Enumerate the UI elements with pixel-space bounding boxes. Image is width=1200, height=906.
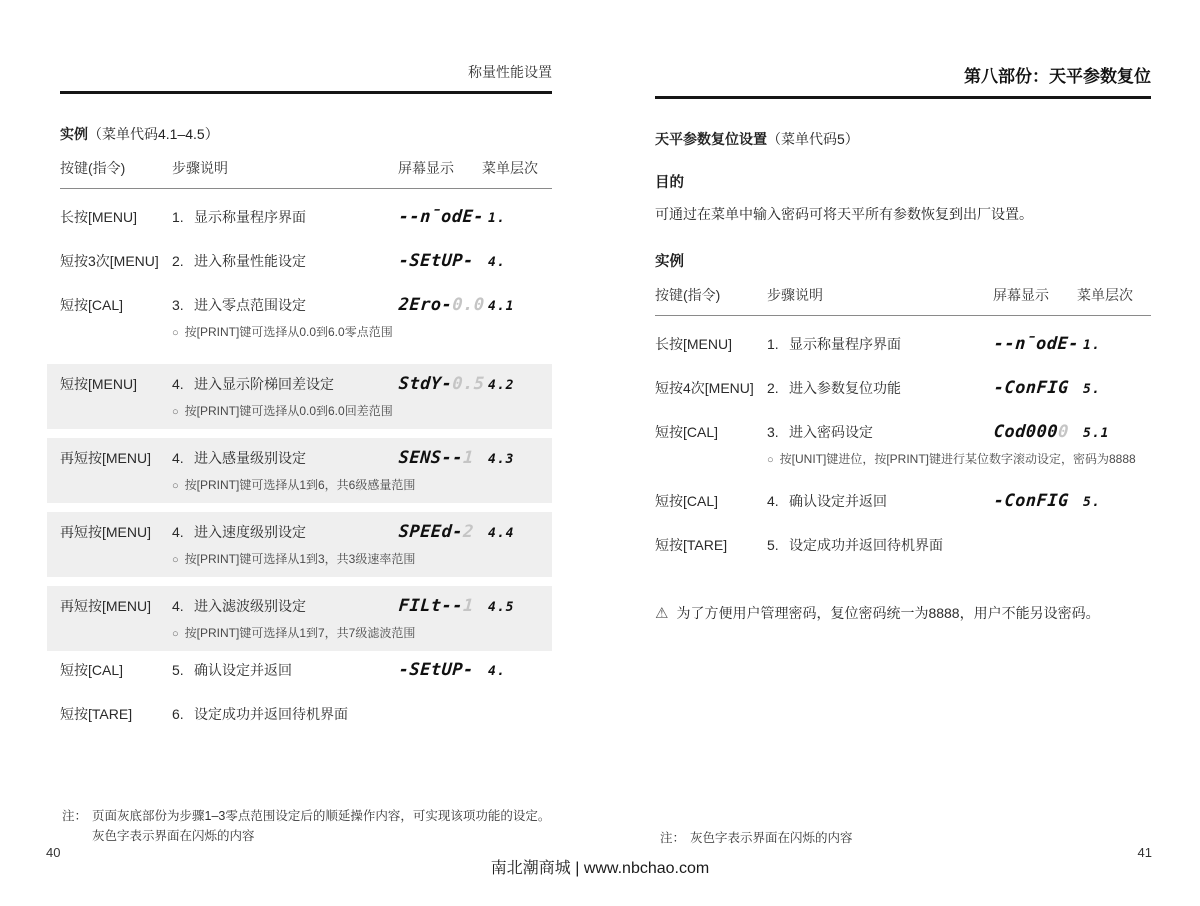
key-command: 短按[CAL] bbox=[60, 297, 124, 313]
table-row bbox=[60, 251, 552, 271]
right-table-body bbox=[655, 334, 1151, 555]
lcd-text: -ConFIG bbox=[993, 378, 1070, 398]
watermark-footer: 南北潮商城 | www.nbchao.com bbox=[490, 860, 710, 877]
table-row bbox=[47, 438, 552, 503]
key-command: 再短按[MENU] bbox=[60, 598, 151, 614]
row-note-text: 按[UNIT]键进位，按[PRINT]键进行某位数字滚动设定，密码为8888 bbox=[779, 452, 1136, 466]
key-command: 长按[MENU] bbox=[655, 336, 732, 352]
lcd-display bbox=[398, 207, 483, 227]
circle-marker-icon: ○ bbox=[172, 327, 179, 339]
step-number: 3. bbox=[767, 424, 779, 440]
step-number: 6. bbox=[172, 706, 184, 722]
step-cell bbox=[172, 295, 398, 315]
step-number: 2. bbox=[172, 253, 184, 269]
lcd-display bbox=[993, 491, 1078, 511]
step-description: 进入感量级别设定 bbox=[194, 450, 306, 466]
key-command: 短按[MENU] bbox=[60, 376, 137, 392]
step-cell bbox=[172, 207, 398, 227]
menu-level: 4.5 bbox=[488, 600, 515, 615]
right-page-title: 第八部份：天平参数复位 bbox=[964, 67, 1151, 86]
step-description: 确认设定并返回 bbox=[789, 493, 887, 509]
table-row bbox=[655, 378, 1151, 398]
row-note-text: 按[PRINT]键可选择从1到3，共3级速率范围 bbox=[184, 552, 416, 566]
menu-level: 4.2 bbox=[488, 378, 515, 393]
password-warning bbox=[655, 603, 1151, 623]
key-command: 再短按[MENU] bbox=[60, 450, 151, 466]
right-section-heading bbox=[655, 129, 1151, 149]
step-cell bbox=[767, 334, 993, 354]
row-note bbox=[172, 402, 548, 419]
row-note bbox=[172, 323, 552, 340]
step-cell bbox=[767, 491, 993, 511]
footnote-line: 页面灰底部份为步骤1–3零点范围设定后的顺延操作内容，可实现该项功能的设定。 bbox=[92, 809, 551, 823]
step-number: 3. bbox=[172, 297, 184, 313]
column-step: 步骤说明 bbox=[172, 160, 228, 176]
table-row bbox=[655, 334, 1151, 354]
table-row bbox=[60, 207, 552, 227]
footnote-line: 灰色字表示界面在闪烁的内容 bbox=[92, 829, 255, 843]
purpose-text: 可通过在菜单中输入密码可将天平所有参数恢复到出厂设置。 bbox=[655, 206, 1033, 222]
step-cell bbox=[172, 448, 398, 468]
step-description: 显示称量程序界面 bbox=[789, 336, 901, 352]
lcd-text: 2Ero- bbox=[398, 295, 454, 315]
section-label: 天平参数复位设置 bbox=[655, 131, 767, 147]
lcd-flash-text: 0.5 bbox=[451, 374, 486, 394]
step-description: 进入速度级别设定 bbox=[194, 524, 306, 540]
row-note bbox=[767, 450, 1151, 467]
row-note bbox=[172, 476, 548, 493]
key-command: 再短按[MENU] bbox=[60, 524, 151, 540]
table-row bbox=[47, 364, 552, 429]
right-footnote bbox=[660, 828, 1160, 848]
step-description: 显示称量程序界面 bbox=[194, 209, 306, 225]
column-level: 菜单层次 bbox=[482, 160, 538, 176]
step-cell bbox=[767, 422, 993, 442]
table-row bbox=[47, 512, 552, 577]
column-level: 菜单层次 bbox=[1077, 287, 1133, 303]
footnote-line: 灰色字表示界面在闪烁的内容 bbox=[690, 831, 853, 845]
lcd-display bbox=[398, 596, 483, 616]
lcd-text: FILt-- bbox=[398, 596, 464, 616]
right-table-header bbox=[655, 285, 1151, 316]
lcd-text: Cod000 bbox=[993, 422, 1059, 442]
step-description: 进入显示阶梯回差设定 bbox=[194, 376, 334, 392]
right-example-label: 实例 bbox=[655, 254, 684, 270]
circle-marker-icon: ○ bbox=[767, 454, 774, 466]
key-command: 长按[MENU] bbox=[60, 209, 137, 225]
step-number: 5. bbox=[172, 662, 184, 678]
lcd-text: StdY- bbox=[398, 374, 454, 394]
menu-level: 4. bbox=[488, 664, 506, 679]
key-command: 短按3次[MENU] bbox=[60, 253, 159, 269]
row-note-text: 按[PRINT]键可选择从1到6，共6级感量范围 bbox=[184, 478, 416, 492]
lcd-flash-text: 1 bbox=[462, 596, 475, 616]
lcd-text: -ConFIG bbox=[993, 491, 1070, 511]
step-description: 设定成功并返回待机界面 bbox=[789, 537, 943, 553]
right-page bbox=[655, 62, 1151, 623]
step-description: 进入参数复位功能 bbox=[789, 380, 901, 396]
step-number: 1. bbox=[767, 336, 779, 352]
menu-level: 4.3 bbox=[488, 452, 515, 467]
step-cell bbox=[172, 522, 398, 542]
menu-level: 5.1 bbox=[1083, 426, 1110, 441]
left-page bbox=[60, 62, 552, 748]
table-row bbox=[655, 422, 1151, 467]
page-number-left: 40 bbox=[46, 845, 61, 860]
step-cell bbox=[767, 378, 993, 398]
left-page-title: 称量性能设置 bbox=[468, 64, 552, 80]
step-description: 确认设定并返回 bbox=[194, 662, 292, 678]
warning-text: 为了方便用户管理密码，复位密码统一为8888，用户不能另设密码。 bbox=[676, 605, 1100, 621]
lcd-display bbox=[993, 378, 1078, 398]
row-note bbox=[172, 624, 548, 641]
table-row bbox=[60, 660, 552, 680]
step-description: 进入零点范围设定 bbox=[194, 297, 306, 313]
step-cell bbox=[172, 374, 398, 394]
lcd-display bbox=[398, 374, 486, 394]
footnote-label: 注： bbox=[660, 831, 686, 845]
key-command: 短按[TARE] bbox=[60, 706, 133, 722]
lcd-display bbox=[398, 251, 483, 271]
lcd-text: SPEEd- bbox=[398, 522, 464, 542]
step-cell bbox=[172, 660, 398, 680]
menu-level: 5. bbox=[1083, 382, 1101, 397]
step-cell bbox=[172, 596, 398, 616]
step-description: 进入滤波级别设定 bbox=[194, 598, 306, 614]
column-key: 按键(指令) bbox=[60, 160, 126, 176]
right-page-header bbox=[655, 62, 1151, 99]
lcd-flash-text: 2 bbox=[462, 522, 475, 542]
table-row bbox=[47, 586, 552, 651]
section-suffix: （菜单代码5） bbox=[767, 131, 859, 147]
column-display: 屏幕显示 bbox=[993, 287, 1049, 303]
menu-level: 4. bbox=[488, 255, 506, 270]
row-note bbox=[172, 550, 548, 567]
lcd-text: --n̄odE- bbox=[993, 334, 1080, 354]
table-row bbox=[655, 535, 1151, 555]
menu-level: 1. bbox=[1083, 338, 1101, 353]
lcd-text: -SEtUP- bbox=[398, 251, 475, 271]
lcd-flash-text: 1 bbox=[462, 448, 475, 468]
left-example-heading bbox=[60, 124, 552, 144]
key-command: 短按[CAL] bbox=[655, 493, 719, 509]
step-number: 1. bbox=[172, 209, 184, 225]
column-display: 屏幕显示 bbox=[398, 160, 454, 176]
lcd-display bbox=[993, 422, 1078, 442]
table-row bbox=[655, 491, 1151, 511]
lcd-flash-text: 0 bbox=[1057, 422, 1070, 442]
example-suffix: （菜单代码4.1–4.5） bbox=[88, 126, 219, 142]
step-number: 2. bbox=[767, 380, 779, 396]
step-description: 进入密码设定 bbox=[789, 424, 873, 440]
lcd-text: SENS-- bbox=[398, 448, 464, 468]
key-command: 短按[CAL] bbox=[60, 662, 124, 678]
step-number: 5. bbox=[767, 537, 779, 553]
circle-marker-icon: ○ bbox=[172, 406, 179, 418]
lcd-text: -SEtUP- bbox=[398, 660, 475, 680]
lcd-display bbox=[993, 334, 1078, 354]
key-command: 短按[CAL] bbox=[655, 424, 719, 440]
table-row bbox=[60, 704, 552, 724]
left-page-header bbox=[60, 62, 552, 94]
example-label: 实例 bbox=[60, 126, 88, 142]
circle-marker-icon: ○ bbox=[172, 628, 179, 640]
left-table-body bbox=[60, 207, 552, 724]
key-command: 短按[TARE] bbox=[655, 537, 728, 553]
lcd-display bbox=[398, 448, 483, 468]
step-number: 4. bbox=[172, 376, 184, 392]
row-note-text: 按[PRINT]键可选择从1到7，共7级滤波范围 bbox=[184, 626, 416, 640]
left-footnote bbox=[62, 806, 622, 846]
step-number: 4. bbox=[172, 598, 184, 614]
row-note-text: 按[PRINT]键可选择从0.0到6.0回差范围 bbox=[184, 404, 393, 418]
lcd-flash-text: 0.0 bbox=[451, 295, 486, 315]
row-note-text: 按[PRINT]键可选择从0.0到6.0零点范围 bbox=[184, 325, 393, 339]
menu-level: 4.4 bbox=[488, 526, 515, 541]
step-description: 进入称量性能设定 bbox=[194, 253, 306, 269]
left-table-header bbox=[60, 158, 552, 189]
circle-marker-icon: ○ bbox=[172, 480, 179, 492]
lcd-text: --n̄odE- bbox=[398, 207, 485, 227]
step-cell bbox=[767, 535, 993, 555]
key-command: 短按4次[MENU] bbox=[655, 380, 754, 396]
step-number: 4. bbox=[172, 524, 184, 540]
lcd-display bbox=[398, 295, 486, 315]
step-number: 4. bbox=[172, 450, 184, 466]
menu-level: 1. bbox=[488, 211, 506, 226]
menu-level: 5. bbox=[1083, 495, 1101, 510]
step-cell bbox=[172, 251, 398, 271]
table-row bbox=[60, 295, 552, 340]
footnote-label: 注： bbox=[62, 809, 88, 823]
step-description: 设定成功并返回待机界面 bbox=[194, 706, 348, 722]
menu-level: 4.1 bbox=[488, 299, 515, 314]
lcd-display bbox=[398, 660, 483, 680]
lcd-display bbox=[398, 522, 483, 542]
warning-icon: ⚠ bbox=[655, 605, 669, 622]
page-number-right: 41 bbox=[1137, 845, 1152, 860]
step-number: 4. bbox=[767, 493, 779, 509]
column-key: 按键(指令) bbox=[655, 287, 721, 303]
column-step: 步骤说明 bbox=[767, 287, 823, 303]
circle-marker-icon: ○ bbox=[172, 554, 179, 566]
step-cell bbox=[172, 704, 398, 724]
purpose-title: 目的 bbox=[655, 175, 684, 191]
